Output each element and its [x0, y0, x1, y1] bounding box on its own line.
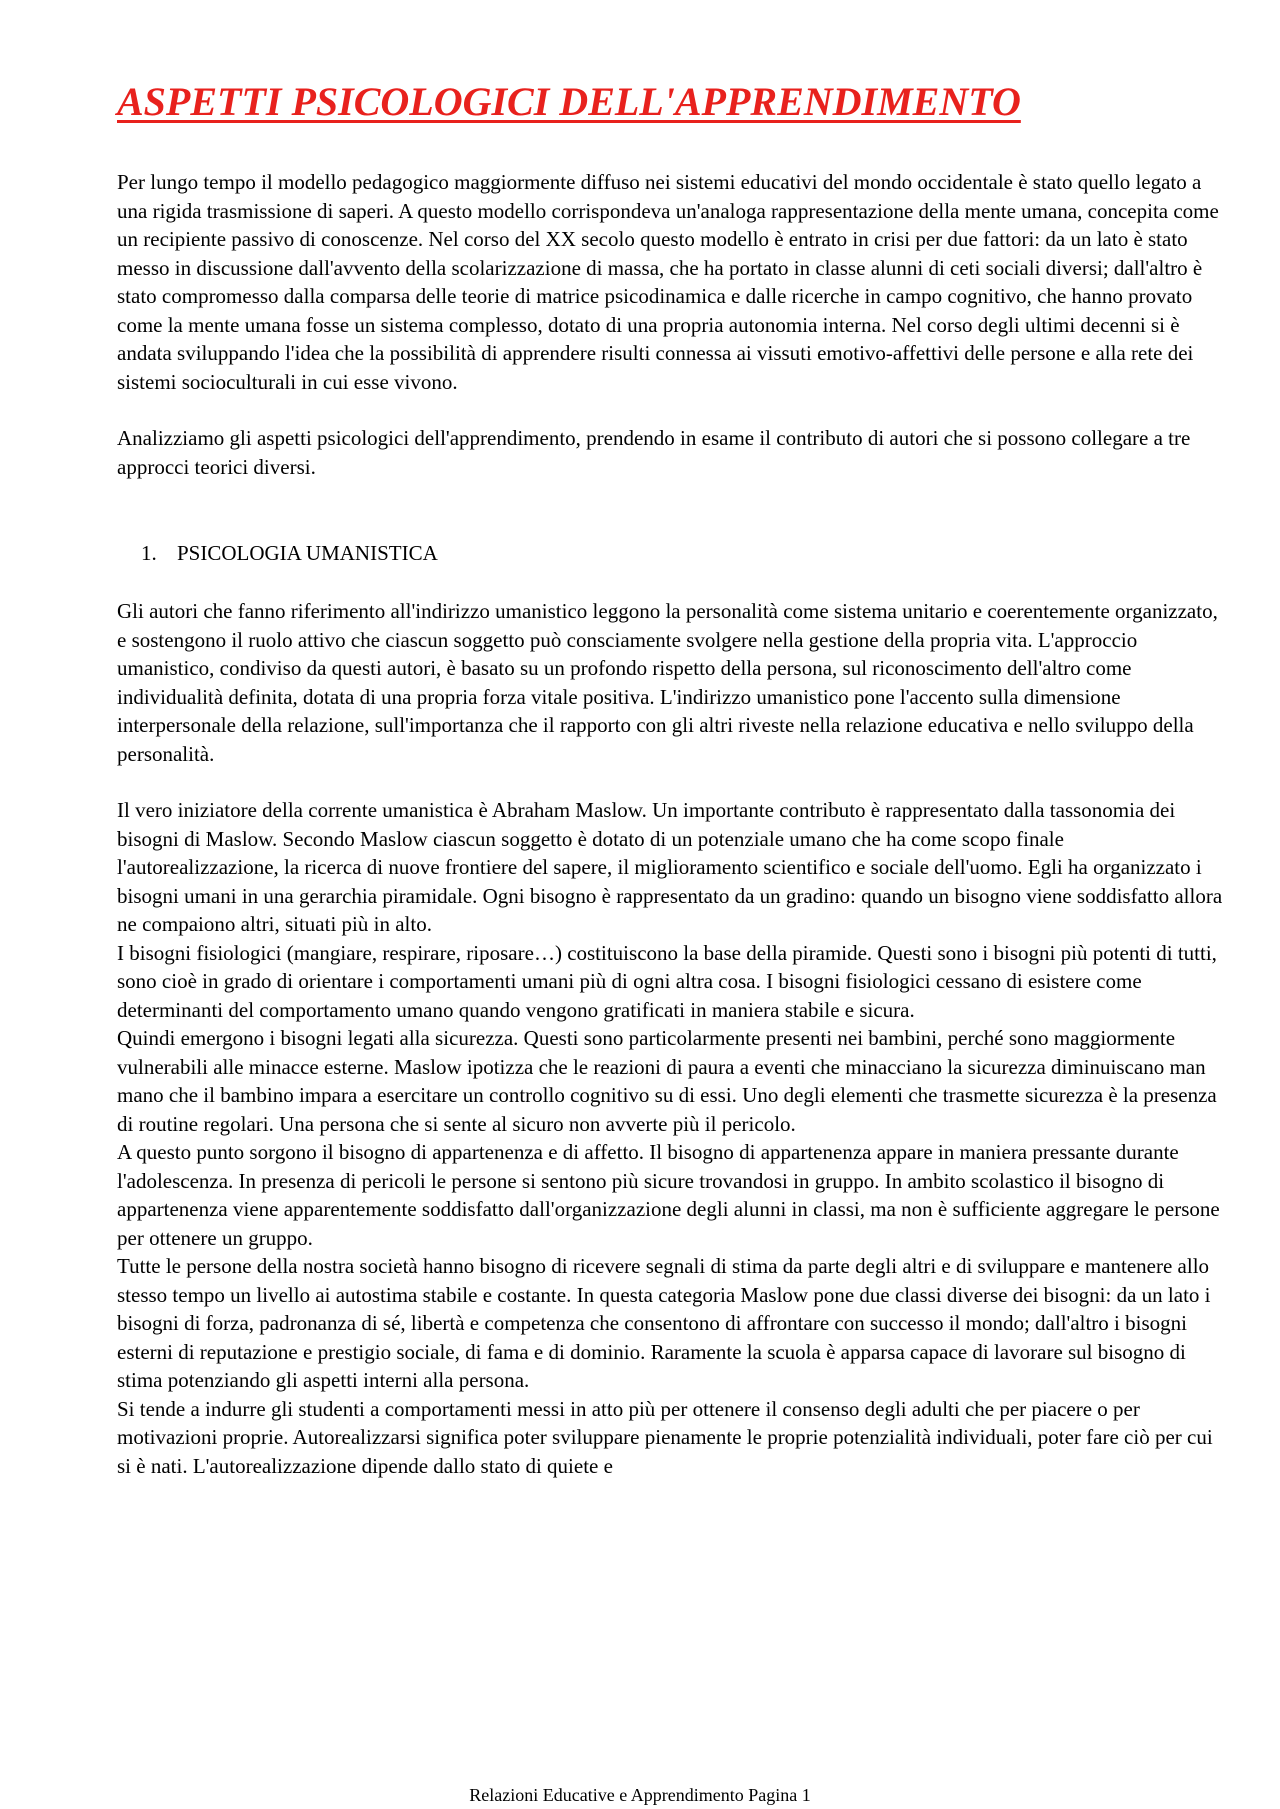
section-heading	[117, 539, 1227, 567]
body-paragraph: A questo punto sorgono il bisogno di appartenenza e di affetto. Il bisogno di appartenenza appare in maniera pressante durante l'adolescenza. In presenza di pericoli le persone si sentono più sicure trovandosi in gruppo. In ambito scolastico il bisogno di appartenenza viene apparentemente soddisfatto dall'organizzazione degli alunni in classi, ma non è sufficiente aggregare le persone per ottenere un gruppo.	[117, 1140, 1220, 1250]
body-paragraph: Tutte le persone della nostra società hanno bisogno di ricevere segnali di stima da parte degli altri e di sviluppare e mantenere allo stesso tempo un livello ai autostima stabile e costante. In questa categoria Maslow pone due classi diverse dei bisogni: da un lato i bisogni di forza, padronanza di sé, libertà e competenza che consentono di affrontare con successo il mondo; dall'altro i bisogni esterni di reputazione e prestigio sociale, di fama e di dominio. Raramente la scuola è apparsa capace di lavorare sul bisogno di stima potenziando gli aspetti interni alla persona.	[117, 1254, 1211, 1392]
body-paragraph: I bisogni fisiologici (mangiare, respirare, riposare…) costituiscono la base della piramide. Questi sono i bisogni più potenti di tutti, sono cioè in grado di orientare i comportamenti umani più di ogni altra cosa. I bisogni fisiologici cessano di esistere come determinanti del comportamento umano quando vengono gratificati in maniera stabile e sicura.	[117, 940, 1217, 1022]
intro-paragraph: Per lungo tempo il modello pedagogico maggiormente diffuso nei sistemi educativi del mondo occidentale è stato quello legato a una rigida trasmissione di saperi. A questo modello corrispondeva un'analoga rappresentazione della mente umana, concepita come un recipiente passivo di conoscenze. Nel corso del XX secolo questo modello è entrato in crisi per due fattori: da un lato è stato messo in discussione dall'avvento della scolarizzazione di massa, che ha portato in classe alunni di ceti sociali diversi; dall'altro è stato compromesso dalla comparsa delle teorie di matrice psicodinamica e dalle ricerche in campo cognitivo, che hanno provato come la mente umana fosse un sistema complesso, dotato di una propria autonomia interna. Nel corso degli ultimi decenni si è andata sviluppando l'idea che la possibilità di apprendere risulti connessa ai vissuti emotivo-affettivi delle persone e alla rete dei sistemi socioculturali in cui esse vivono.	[117, 170, 1219, 394]
page-footer: Relazioni Educative e Apprendimento Pagina 1	[469, 1785, 811, 1805]
intro-paragraph: Analizziamo gli aspetti psicologici dell'apprendimento, prendendo in esame il contributo di autori che si possono collegare a tre approcci teorici diversi.	[117, 426, 1191, 479]
section-number: 1.	[141, 541, 157, 565]
document-title: ASPETTI PSICOLOGICI DELL'APPRENDIMENTO	[117, 79, 1021, 124]
document-page	[117, 78, 1227, 1480]
body-paragraph: Quindi emergono i bisogni legati alla sicurezza. Questi sono particolarmente presenti nei bambini, perché sono maggiormente vulnerabili alle minacce esterne. Maslow ipotizza che le reazioni di paura a eventi che minacciano la sicurezza diminuiscano man mano che il bambino impara a esercitare un controllo cognitivo su di essi. Uno degli elementi che trasmette sicurezza è la presenza di routine regolari. Una persona che si sente al sicuro non avverte più il pericolo.	[117, 1026, 1217, 1136]
body-paragraph: Si tende a indurre gli studenti a comportamenti messi in atto più per ottenere il consenso degli adulti che per piacere o per motivazioni proprie. Autorealizzarsi significa poter sviluppare pienamente le proprie potenzialità individuali, poter fare ciò per cui si è nati. L'autorealizzazione dipende dallo stato di quiete e	[117, 1396, 1213, 1478]
section-title: PSICOLOGIA UMANISTICA	[177, 541, 438, 565]
body-paragraph: Il vero iniziatore della corrente umanistica è Abraham Maslow. Un importante contributo è rappresentato dalla tassonomia dei bisogni di Maslow. Secondo Maslow ciascun soggetto è dotato di un potenziale umano che ha come scopo finale l'autorealizzazione, la ricerca di nuove frontiere del sapere, il miglioramento scientifico e sociale dell'uomo. Egli ha organizzato i bisogni umani in una gerarchia piramidale. Ogni bisogno è rappresentato da un gradino: quando un bisogno viene soddisfatto allora ne compaiono altri, situati più in alto.	[117, 798, 1223, 936]
body-paragraph: Gli autori che fanno riferimento all'indirizzo umanistico leggono la personalità come sistema unitario e coerentemente organizzato, e sostengono il ruolo attivo che ciascun soggetto può consciamente svolgere nella gestione della propria vita. L'approccio umanistico, condiviso da questi autori, è basato su un profondo rispetto della persona, sul riconoscimento dell'altro come individualità definita, dotata di una propria forza vitale positiva. L'indirizzo umanistico pone l'accento sulla dimensione interpersonale della relazione, sull'importanza che il rapporto con gli altri riveste nella relazione educativa e nello sviluppo della personalità.	[117, 599, 1218, 766]
